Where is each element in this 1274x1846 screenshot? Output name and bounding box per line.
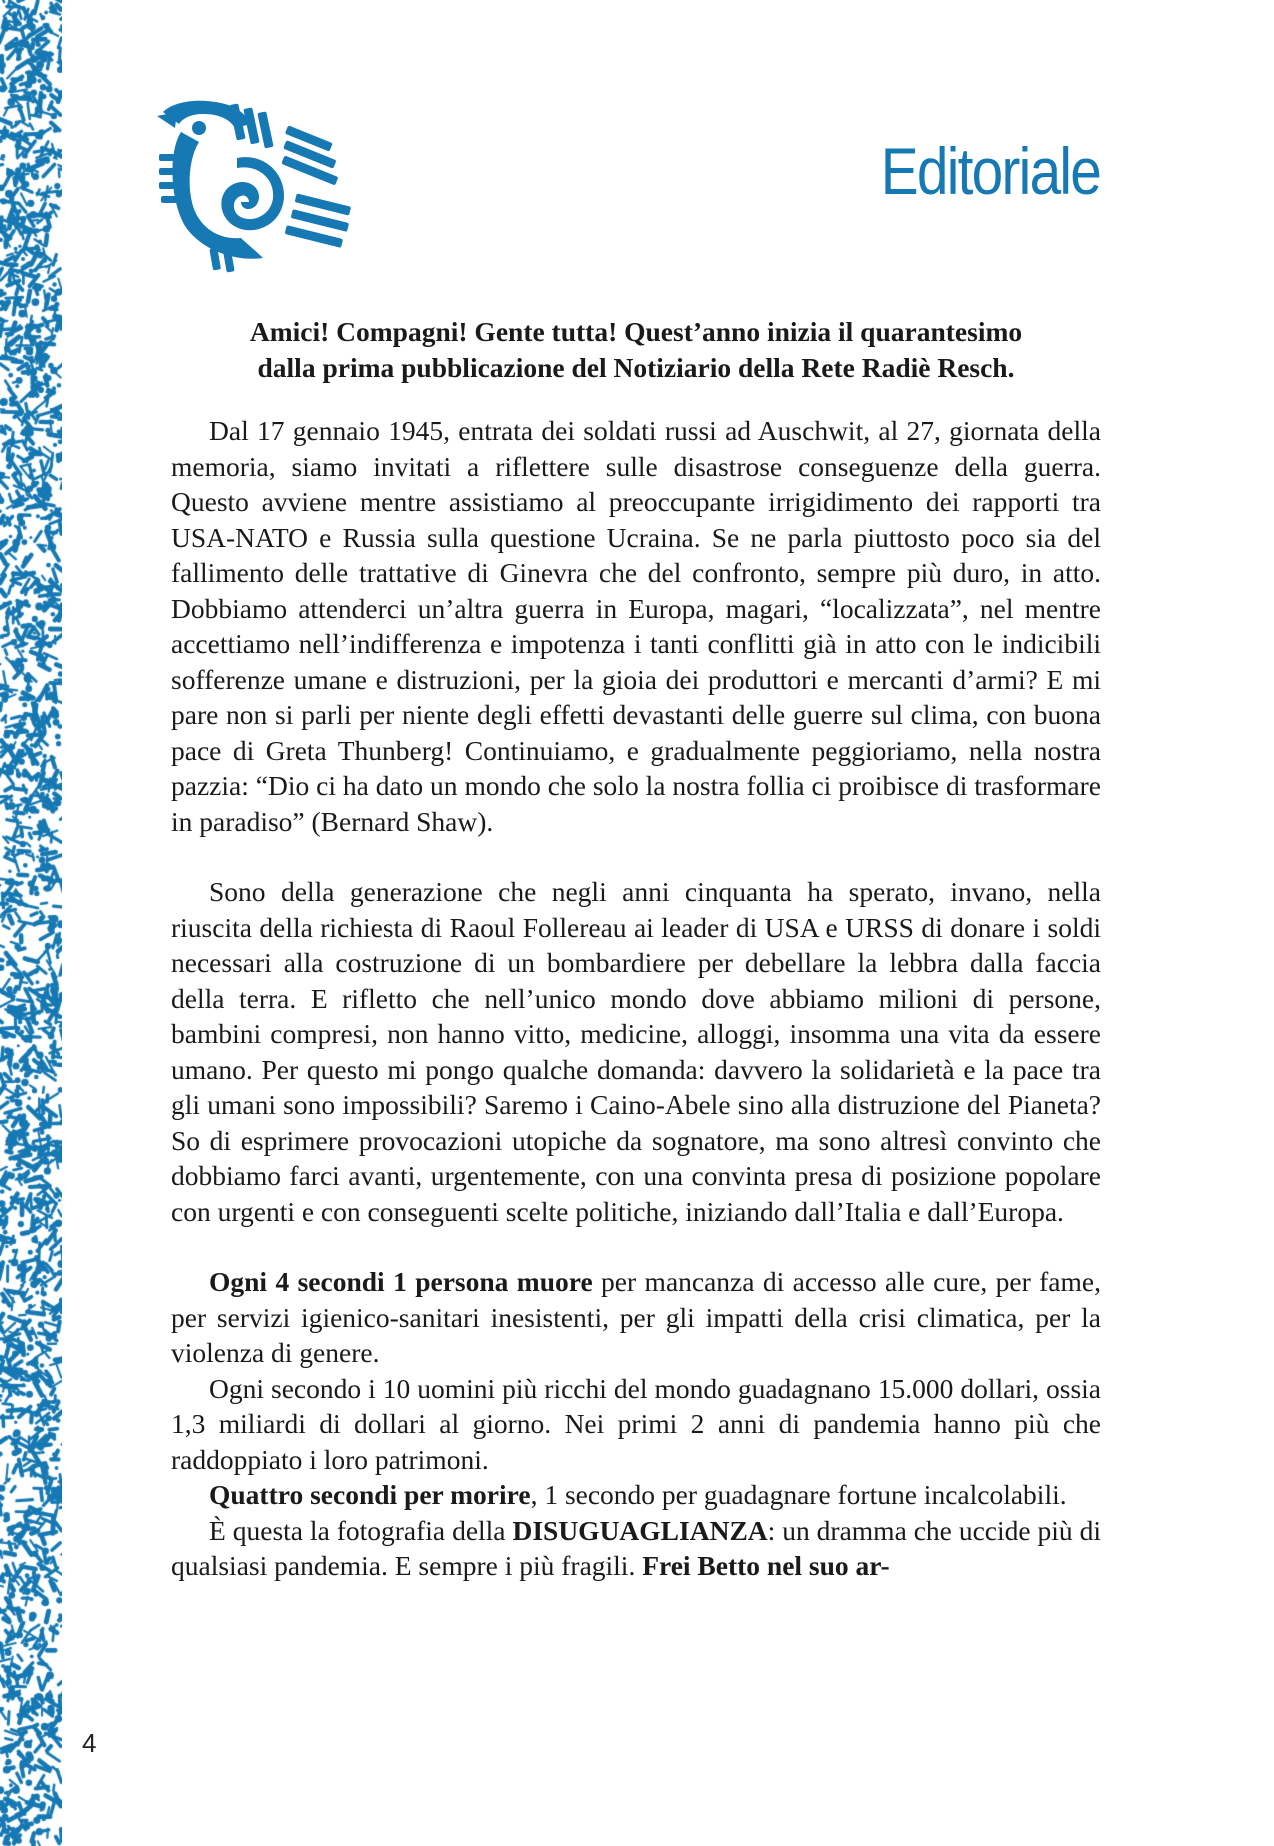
lead-line: Amici! Compagni! Gente tutta! Quest’anno inizia il quarantesimo	[249, 316, 1023, 347]
paragraph: Ogni secondo i 10 uomini più ricchi del mondo guadagnano 15.000 dollari, ossia 1,3 miliardi di dollari al giorno. Nei primi 2 anni di pandemia hanno più che raddoppiato i loro patrimoni.	[171, 1372, 1101, 1475]
paragraph	[171, 1264, 1101, 1371]
lead-line: dalla prima pubblicazione del Notiziario della Rete Radiè Resch.	[257, 351, 1015, 383]
emphasis: Ogni 4 secondi 1 persona muore	[209, 1266, 593, 1297]
paragraph	[171, 1513, 1101, 1584]
bird-spiral-emblem-icon	[155, 98, 360, 273]
lead-heading	[171, 314, 1101, 385]
paragraph-text: per mancanza di accesso alle cure, per fame, per servizi igienico-sanitari inesistenti, per gli impatti della crisi climatica, per la violenza di genere.	[171, 1266, 1101, 1368]
paragraph-text: : un dramma che uccide più di qualsiasi pandemia. E sempre i più fragili.	[171, 1514, 1101, 1581]
page-number: 4	[82, 1728, 97, 1758]
decorative-side-pattern	[0, 0, 62, 1846]
emphasis: DISUGUAGLIANZA	[512, 1514, 768, 1546]
paragraph-text: È questa la fotografia della	[209, 1514, 513, 1546]
paragraph: Dal 17 gennaio 1945, entrata dei soldati russi ad Auschwit, al 27, giornata della memoria, siamo invitati a riflettere sulle disastrose conseguenze della guerra. Questo avviene mentre assistiamo al preoccupante irrigidimento dei rapporti tra USA-NATO e Russia sulla questione Ucraina. Se ne parla piuttosto poco sia del fallimento delle trattative di Ginevra che del confronto, sempre più duro, in atto. Dobbiamo attenderci un’altra guerra in Europa, magari, “localizzata”, nel mentre accettiamo nell’indifferenza e impotenza i tanti conflitti già in atto con le indicibili sofferenze umane e distruzioni, per la gioia dei produttori e mercanti d’armi? E mi pare non si parli per niente degli effetti devastanti delle guerre sul clima, con buona pace di Greta Thunberg! Continuiamo, e gradualmente peggioriamo, nella nostra pazzia: “Dio ci ha dato un mondo che solo la nostra follia ci proibisce di trasformare in paradiso” (Bernard Shaw).	[171, 415, 1101, 837]
emphasis: Quattro secondi per morire	[209, 1479, 531, 1510]
paragraph-text: , 1 secondo per guadagnare fortune incalcolabili.	[530, 1479, 1067, 1510]
emphasis: Frei Betto nel suo ar-	[642, 1550, 890, 1581]
article-body	[171, 314, 1101, 1584]
paragraph: Sono della generazione che negli anni cinquanta ha sperato, invano, nella riuscita della richiesta di Raoul Follereau ai leader di USA e URSS di donare i soldi necessari alla costruzione di un bombardiere per debellare la lebbra dalla faccia della terra. E rifletto che nell’unico mondo dove abbiamo milioni di persone, bambini compresi, non hanno vitto, medicine, alloggi, insomma una vita da essere umano. Per questo mi pongo qualche domanda: davvero la solidarietà e la pace tra gli umani sono impossibili? Saremo i Caino-Abele sino alla distruzione del Pianeta? So di esprimere provocazioni utopiche da sognatore, ma sono altresì convinto che dobbiamo farci avanti, urgentemente, con una convinta presa di posizione popolare con urgenti e con conseguenti scelte politiche, iniziando dall’Italia e dall’Europa.	[171, 876, 1101, 1227]
page-title: Editoriale	[880, 134, 1100, 208]
paragraph	[171, 1477, 1101, 1513]
